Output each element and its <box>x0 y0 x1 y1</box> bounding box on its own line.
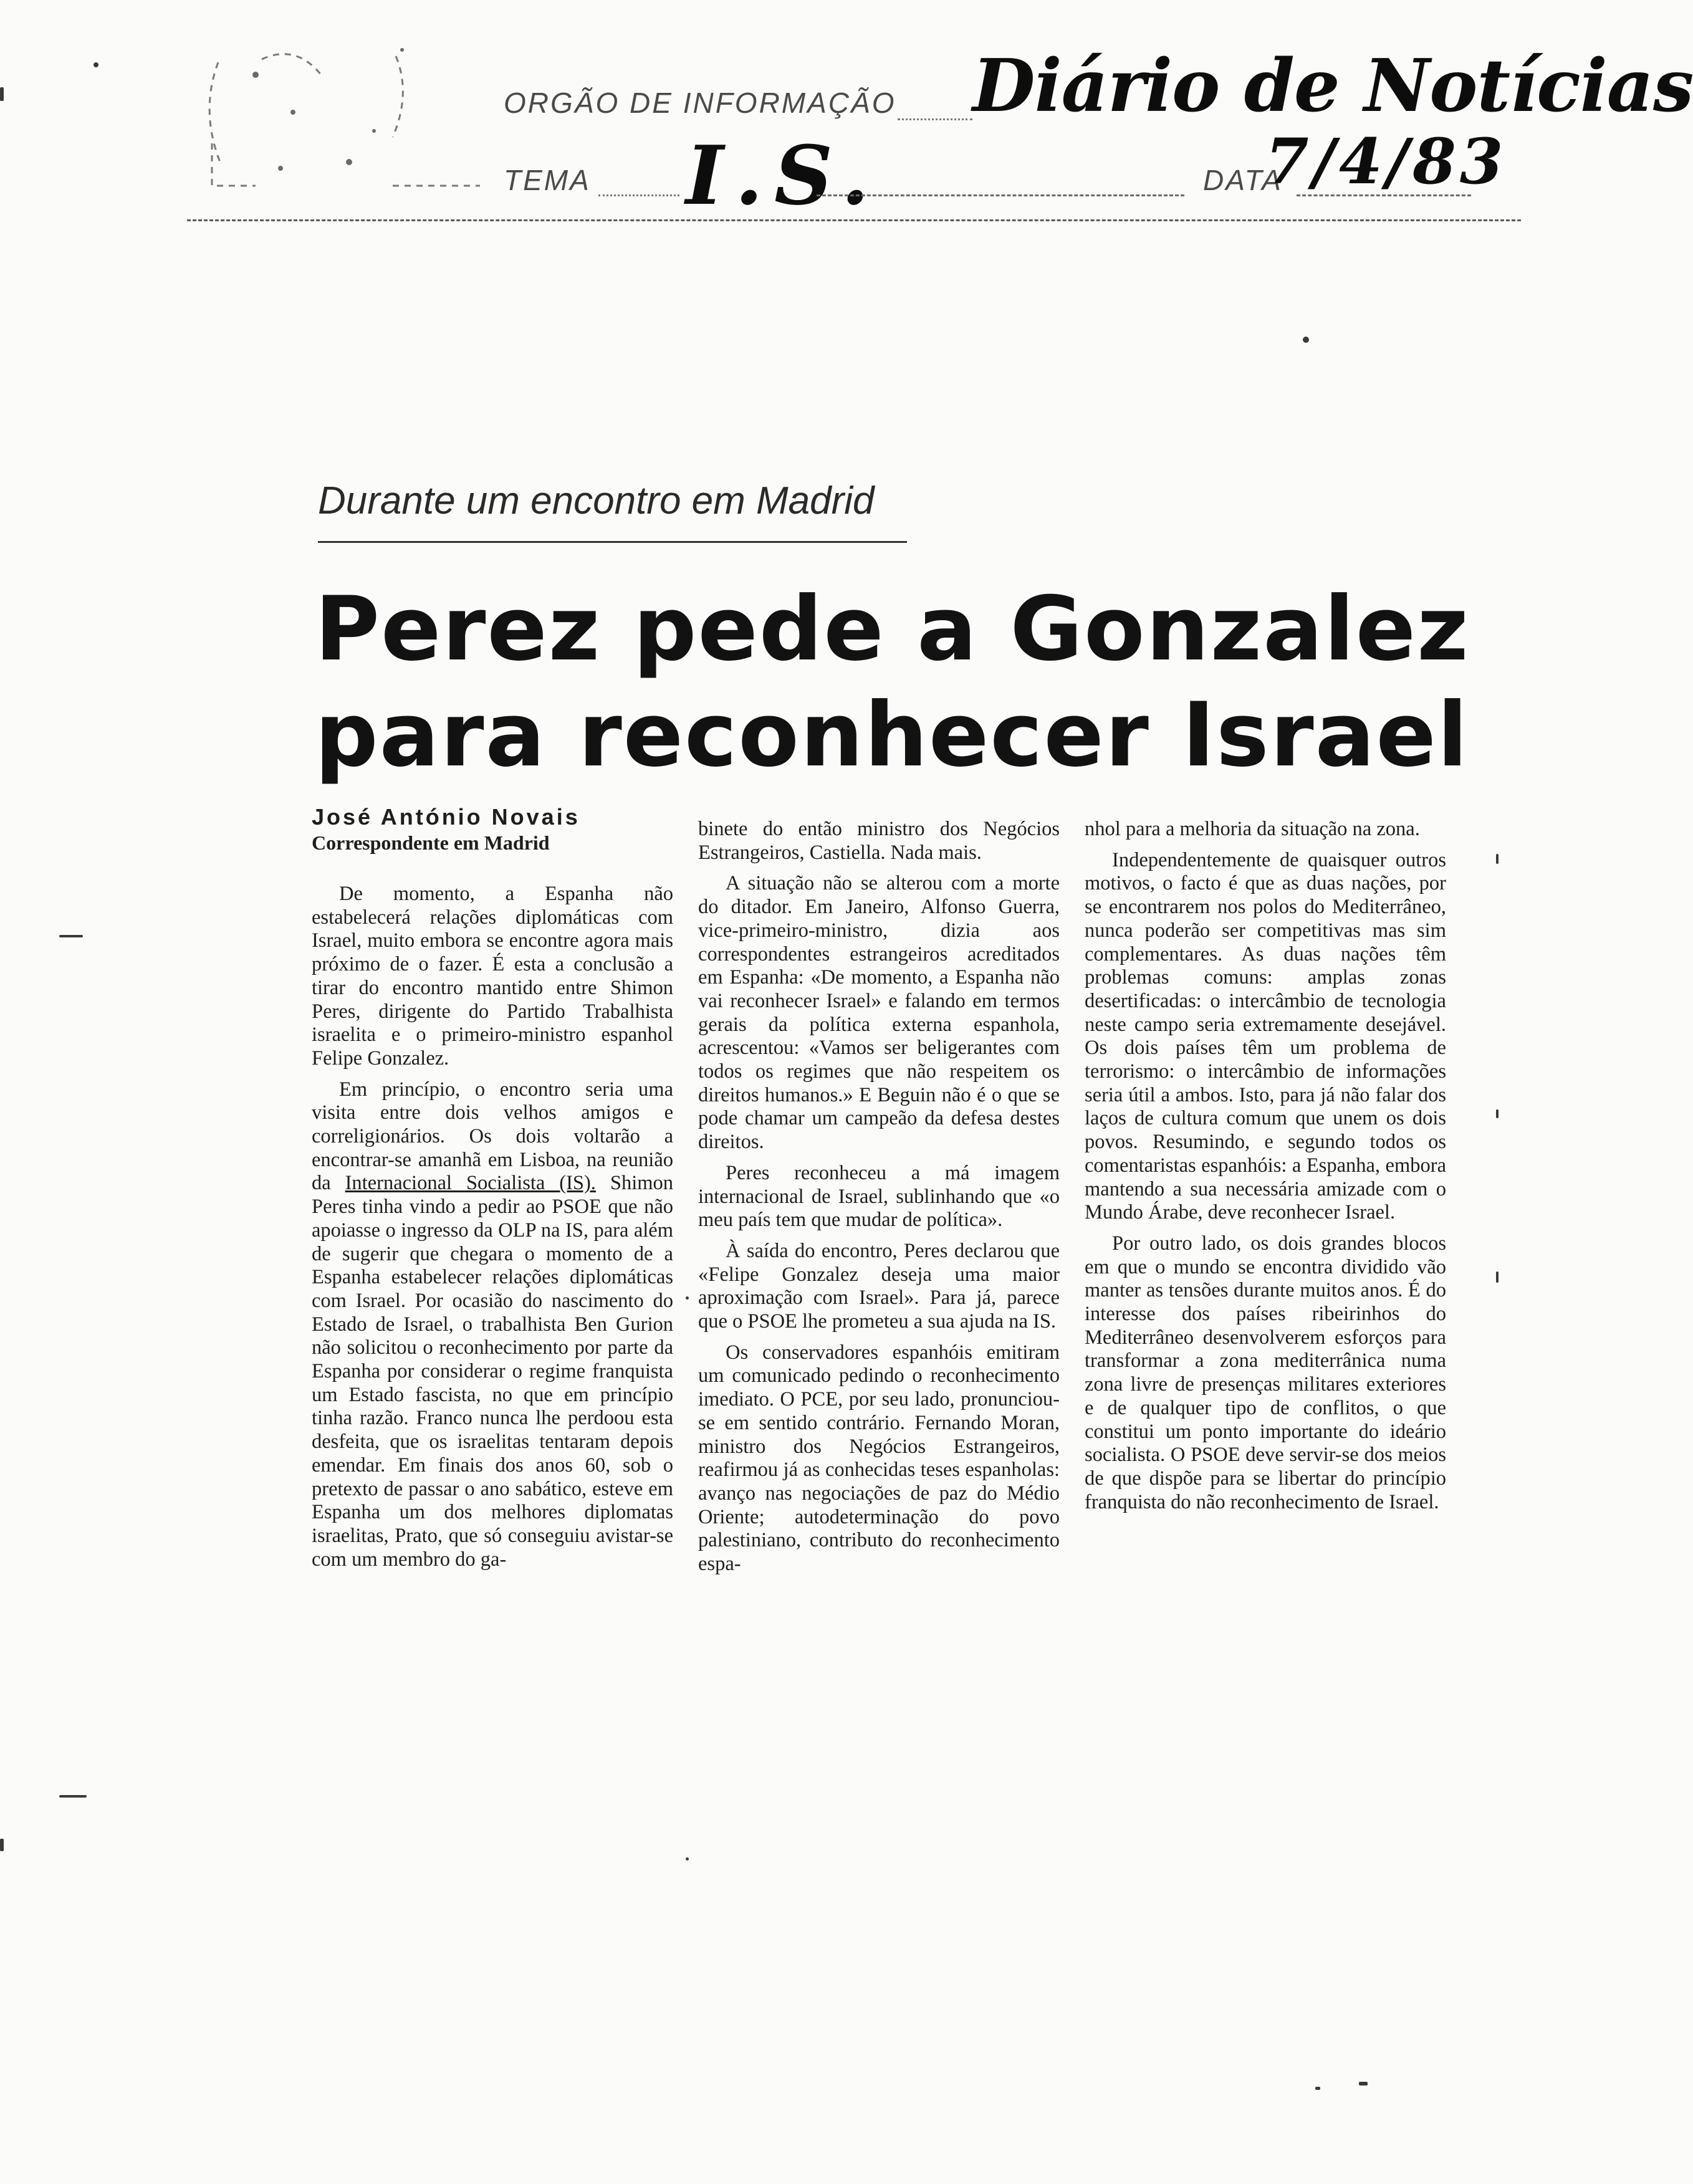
paragraph: nhol para a melhoria da situação na zona. <box>1085 818 1420 840</box>
paragraph: Peres reconheceu a má imagem internacional de Israel, sublinhando que «o meu país tem que mudar de política». <box>698 1161 1060 1232</box>
paragraph-text: Shimon Peres tinha vindo a pedir ao PSOE que não apoiasse o ingresso da OLP na IS, para além de sugerir que chegara o momento de a Espanha estabelecer relações diplomáticas com Israel. Por ocasião do nascimento do Estado de Israel, o trabalhista Ben Gurion não solicitou o reconhecimento por parte da Espanha por considerar o regime franquista um Estado fascista, no que em princípio tinha razão. Franco nunca lhe perdoou esta desfeita, que os israelitas tentaram depois emendar. Em finais dos anos 60, sob o pretexto de passar o ano sabático, esteve em Espanha um dos melhores diplomatas israelitas, Prato, que só conseguiu avistar-se com um membro do ga- <box>312 1172 673 1571</box>
paragraph: Por outro lado, os dois grandes blocos em que o mundo se encontra dividido vão manter as tensões durante muitos anos. É do interesse dos países ribeirinhos do Mediterrâneo desenvolverem esforços para transformar a zona mediterrânica numa zona livre de presenças militares exteriores e de qualquer tipo de conflitos, o que constitui um ponto importante do ideário socialista. O PSOE deve servir-se dos meios de que dispõe para se libertar do princípio franquista do não reconhecimento de Israel. <box>1085 1232 1446 1513</box>
scan-speck <box>1496 1109 1499 1118</box>
header-divider <box>187 219 1521 221</box>
theme-fill-line <box>598 194 679 196</box>
archive-logo-icon <box>187 37 480 193</box>
scan-speck <box>0 87 4 101</box>
handwritten-publication: Diário de Notícias <box>972 44 1693 128</box>
scan-speck <box>686 1296 689 1300</box>
date-dash-line <box>1297 194 1471 196</box>
paragraph: De momento, a Espanha não estabelecerá relações diplomáticas com Israel, muito embora se encontre agora mais próximo de o fazer. É esta a conclusão a tirar do encontro mantido entre Shimon Peres, dirigente do Partido Trabalhista israelita e o primeiro-ministro espanhol Felipe Gonzalez. <box>312 883 673 1070</box>
scan-speck <box>1496 854 1499 864</box>
theme-label: TEMA <box>504 164 591 196</box>
kicker-rule <box>318 541 907 543</box>
scan-speck <box>1303 337 1309 343</box>
paragraph: À saída do encontro, Peres declarou que «Felipe Gonzalez deseja uma maior aproximação com Israel». Para já, parece que o PSOE lhe prometeu a sua ajuda na IS. <box>698 1239 1060 1333</box>
paragraph: Os conservadores espanhóis emitiram um comunicado pedindo o reconhecimento imediato. O PCE, por seu lado, pronunciou-se em sentido contrário. Fernando Moran, ministro dos Negócios Estrangeiros, reafirmou já as conhecidas teses espanholas: avanço nas negociações de paz do Médio Oriente; autodeterminação do povo palestiniano, contributo do reconhecimento espa- <box>698 1341 1060 1576</box>
scan-speck <box>1359 2082 1368 2086</box>
byline-role: Correspondente em Madrid <box>312 831 550 854</box>
theme-dash-line <box>817 194 1184 196</box>
handwritten-theme: I.S. <box>686 128 881 223</box>
headline-line-1: Perez pede a Gonzalez <box>315 578 1470 681</box>
publication-fill-line <box>898 118 972 120</box>
article-column-1 <box>312 804 673 1579</box>
scan-speck <box>686 1857 689 1861</box>
paragraph-text: Em princípio, o encontro seria uma visita entre dois velhos amigos e correligionários. Os dois voltarão a encontrar-se amanhã em Lisboa, na reunião da <box>312 1078 673 1195</box>
paragraph <box>312 1078 673 1572</box>
article-column-3 <box>1085 818 1446 1521</box>
scan-speck <box>1315 2087 1320 2090</box>
underlined-text: Internacional Socialista (IS). <box>345 1172 596 1195</box>
date-label: DATA <box>1203 164 1283 196</box>
byline-name: José António Novais <box>312 804 580 830</box>
handwritten-date: 7/4/83 <box>1265 125 1507 198</box>
scan-speck <box>59 935 83 937</box>
paragraph: A situação não se alterou com a morte do ditador. Em Janeiro, Alfonso Guerra, vice-primeiro-ministro, dizia aos correspondentes estrangeiros acreditados em Espanha: «De momento, a Espanha não vai reconhecer Israel» e falando em termos gerais da política externa espanhola, acrescentou: «Vamos ser beligerantes com todos os regimes que não respeitem os direitos humanos.» E Beguin não é o que se pode chamar um campeão da defesa destes direitos. <box>698 872 1060 1154</box>
scan-speck <box>94 62 98 67</box>
publication-label: ORGÃO DE INFORMAÇÃO <box>504 87 896 119</box>
article-headline <box>315 577 1499 788</box>
paragraph: binete do então ministro dos Negócios Estrangeiros, Castiella. Nada mais. <box>698 818 1060 864</box>
headline-line-2: para reconhecer Israel <box>315 684 1469 787</box>
scan-speck <box>1496 1272 1499 1283</box>
paragraph: Independentemente de quaisquer outros motivos, o facto é que as duas nações, por se encontrarem nos polos do Mediterrâneo, nunca poderão ser competitivas mas sim complementares. As duas nações têm problemas comuns: amplas zonas desertificadas: o intercâmbio de tecnologia neste campo seria extremamente desejável. Os dois países têm um problema de terrorismo: o intercâmbio de informações seria útil a ambos. Isto, para já não falar dos laços de cultura comum que unem os dois povos. Resumindo, e segundo todos os comentaristas espanhóis: a Espanha, embora mantendo a sua necessária amizade com o Mundo Árabe, deve reconhecer Israel. <box>1085 848 1446 1224</box>
article-kicker: Durante um encontro em Madrid <box>318 479 875 522</box>
scan-speck <box>59 1795 87 1798</box>
article-column-2 <box>698 818 1060 1584</box>
scan-speck <box>0 1839 4 1851</box>
